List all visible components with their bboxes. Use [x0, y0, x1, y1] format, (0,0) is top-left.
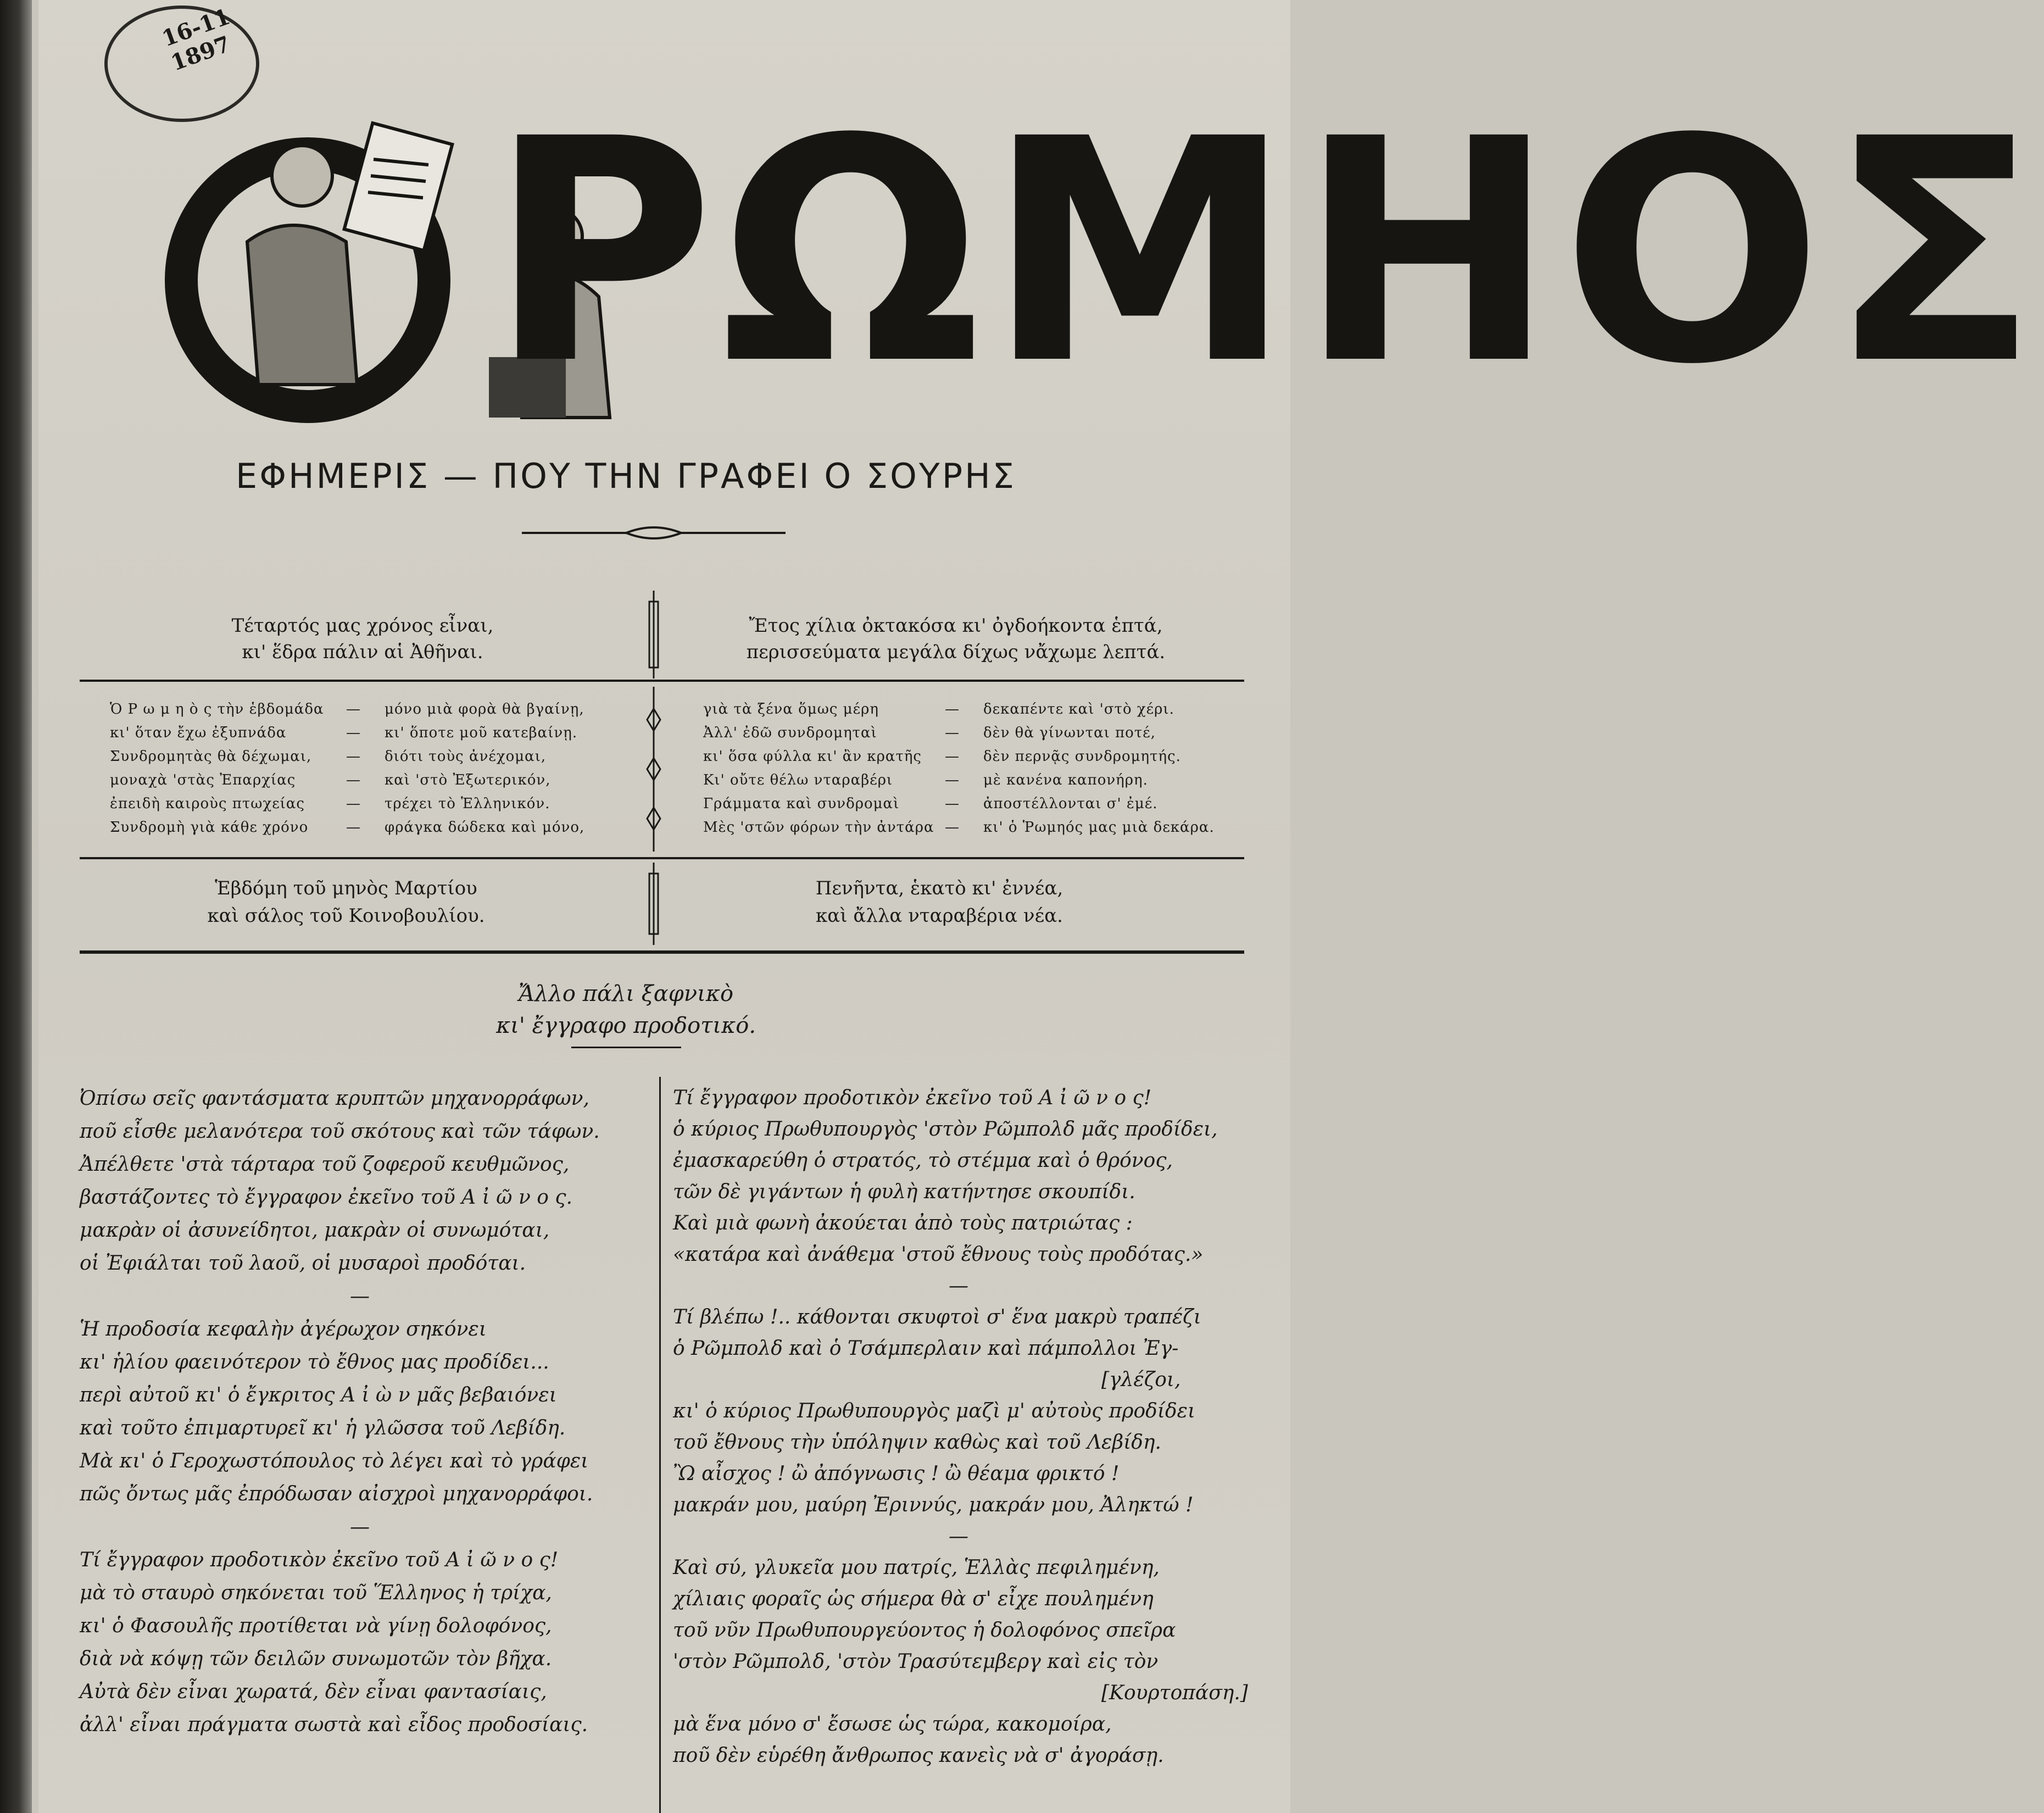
stanza-separator: — [949, 1525, 968, 1548]
info-row: Κι' οὔτε θέλω νταραβέρι — μὲ κανένα καπονήρη. [703, 772, 1148, 788]
stamp-text: 16-11 1897 [158, 3, 234, 76]
verse-line: βαστάζοντες τὸ ἔγγραφον ἐκεῖνο τοῦ Α ἰ ῶ ν ο ς. [80, 1186, 573, 1209]
verse-line: χίλιαις φοραῖς ὡς σήμερα θὰ σ' εἶχε πουλημένη [673, 1588, 1154, 1610]
verse-line: Καὶ σύ, γλυκεῖα μου πατρίς, Ἑλλὰς πεφιλημένη, [673, 1556, 1160, 1579]
headline [0, 978, 1252, 1042]
verse-line: περὶ αὐτοῦ κι' ὁ ἔγκριτος Α ἰ ὼ ν μᾶς βεβαιόνει [80, 1384, 557, 1406]
info-top-right [736, 613, 1176, 665]
info-row: μοναχὰ 'στὰς Ἐπαρχίας — καὶ 'στὸ Ἐξωτερικόν, [110, 772, 551, 788]
verse-line: κι' ὁ Φασουλῆς προτίθεται νὰ γίνῃ δολοφόνος, [80, 1615, 552, 1637]
info-mid-left [110, 698, 615, 839]
verse-line: ποῦ εἶσθε μελανότερα τοῦ σκότους καὶ τῶν τάφων. [80, 1120, 600, 1143]
verse-line: ὁ κύριος Πρωθυπουργὸς 'στὸν Ρῶμπολδ μᾶς προδίδει, [673, 1118, 1218, 1141]
binding-spine [0, 0, 32, 1813]
date-line: καὶ σάλος τοῦ Κοινοβουλίου. [207, 905, 485, 927]
divider-rule-thick [80, 950, 1244, 954]
info-line: Τέταρτός μας χρόνος εἶναι, [231, 615, 494, 637]
verse-line: μὰ τὸ σταυρὸ σηκόνεται τοῦ Ἕλληνος ἡ τρίχα, [80, 1582, 552, 1604]
divider-rule [80, 680, 1244, 682]
date-line: καὶ ἄλλα νταραβέρια νέα. [816, 905, 1063, 927]
headline-line: κι' ἔγγραφο προδοτικό. [495, 1013, 756, 1038]
headline-line: Ἄλλο πάλι ξαφνικὸ [518, 981, 734, 1006]
date-line: Πενῆντα, ἑκατὸ κι' ἐννέα, [815, 877, 1063, 899]
divider-rule [80, 857, 1244, 859]
verse-line: Τί ἔγγραφον προδοτικὸν ἐκεῖνο τοῦ Α ἰ ῶ ν ο ς! [673, 1087, 1152, 1109]
verse-line: Τί ἔγγραφον προδοτικὸν ἐκεῖνο τοῦ Α ἰ ῶ ν ο ς! [80, 1549, 559, 1571]
verse-line: μακρὰν οἱ ἀσυνείδητοι, μακρὰν οἱ συνωμόται, [80, 1219, 550, 1242]
verse-line: Αὐτὰ δὲν εἶναι χωρατά, δὲν εἶναι φαντασίαις, [80, 1681, 547, 1703]
verse-line: Ὢ αἶσχος ! ὢ ἀπόγνωσις ! ὢ θέαμα φρικτό ! [673, 1462, 1120, 1485]
masthead [181, 66, 2044, 432]
info-row: Μὲς 'στῶν φόρων τὴν ἀντάρα — κι' ὁ Ῥωμηός μας μιὰ δεκάρα. [703, 819, 1215, 836]
info-top-left [220, 613, 505, 665]
verse-line: πῶς ὄντως μᾶς ἐπρόδωσαν αἰσχροὶ μηχανορράφοι. [80, 1483, 593, 1505]
info-row: κι' ὅσα φύλλα κι' ἂν κρατῆς — δὲν περνᾷς συνδρομητής. [703, 748, 1181, 765]
verse-line: Ἡ προδοσία κεφαλὴν ἀγέρωχον σηκόνει [80, 1318, 487, 1341]
verse-line: «κατάρα καὶ ἀνάθεμα 'στοῦ ἔθνους τοὺς προδότας.» [673, 1243, 1204, 1266]
issue-date-right [769, 875, 1110, 930]
right-column [673, 1082, 1248, 1771]
verse-line: οἱ Ἐφιάλται τοῦ λαοῦ, οἱ μυσαροὶ προδόται. [80, 1252, 526, 1275]
verse-line: τοῦ ἔθνους τὴν ὑπόληψιν καθὼς καὶ τοῦ Λεβίδη. [673, 1431, 1161, 1454]
verse-line: ἀλλ' εἶναι πράγματα σωστὰ καὶ εἶδος προδοσίαις. [80, 1714, 588, 1736]
info-row: γιὰ τὰ ξένα ὅμως μέρη — δεκαπέντε καὶ 'στὸ χέρι. [703, 701, 1174, 718]
verse-line: τῶν δὲ γιγάντων ἡ φυλὴ κατήντησε σκουπίδι. [673, 1181, 1135, 1203]
verse-line: ὁ Ρῶμπολδ καὶ ὁ Τσάμπερλαιν καὶ πάμπολλοι Ἐγ- [673, 1337, 1179, 1360]
verse-line: τοῦ νῦν Πρωθυπουργεύοντος ἡ δολοφόνος σπεῖρα [673, 1619, 1176, 1642]
stanza-separator: — [949, 1275, 968, 1297]
verse-line: Μὰ κι' ὁ Γεροχωστόπουλος τὸ λέγει καὶ τὸ γράφει [80, 1450, 589, 1472]
verse-line: καὶ τοῦτο ἐπιμαρτυρεῖ κι' ἡ γλῶσσα τοῦ Λεβίδη. [80, 1417, 566, 1439]
headline-ornament [571, 1047, 681, 1054]
subtitle: ΕΦΗΜΕΡΙΣ — ΠΟΥ ΤΗΝ ΓΡΑΦΕΙ Ο ΣΟΥΡΗΣ [236, 456, 1016, 496]
verse-line: ποῦ δὲν εὑρέθη ἄνθρωπος κανεὶς νὰ σ' ἀγοράσῃ. [673, 1744, 1164, 1767]
info-mid-right [703, 698, 1241, 839]
left-column [80, 1082, 640, 1742]
masthead-title: ΡΩΜΗΟΣ [489, 74, 2044, 432]
verse-line: Καὶ μιὰ φωνὴ ἀκούεται ἀπὸ τοὺς πατριώτας : [673, 1212, 1133, 1234]
verse-line: μὰ ἕνα μόνο σ' ἔσωσε ὡς τώρα, κακομοίρα, [673, 1713, 1112, 1736]
vertical-ornament [643, 863, 665, 945]
verse-line: διὰ νὰ κόψῃ τῶν δειλῶν συνωμοτῶν τὸν βῆχα. [80, 1648, 552, 1670]
stanza-separator: — [350, 1516, 370, 1538]
info-row: Συνδρομὴ γιὰ κάθε χρόνο — φράγκα δώδεκα καὶ μόνο, [110, 819, 585, 836]
info-row: Συνδρομητὰς θὰ δέχωμαι, — διότι τοὺς ἀνέχομαι, [110, 748, 547, 765]
info-line: περισσεύματα μεγάλα δίχως νἄχωμε λεπτά. [746, 641, 1166, 663]
date-line: Ἑβδόμη τοῦ μηνὸς Μαρτίου [215, 877, 477, 899]
verse-line: μακράν μου, μαύρη Ἐριννύς, μακράν μου, Ἀληκτώ ! [673, 1494, 1194, 1516]
info-row: κι' ὅταν ἔχω ἐξυπνάδα — κι' ὅποτε μοῦ κατεβαίνῃ. [110, 725, 578, 741]
vertical-ornament [643, 591, 665, 679]
info-row: Ἀλλ' ἐδῶ συνδρομηταὶ — δὲν θὰ γίνωνται ποτέ, [703, 725, 1156, 741]
verse-line: Τί βλέπω !.. κάθονται σκυφτοὶ σ' ἕνα μακρὺ τραπέζι [673, 1306, 1201, 1328]
verse-line-continuation: [Κουρτοπάση.] [1101, 1682, 1248, 1704]
verse-line: κι' ὁ κύριος Πρωθυπουργὸς μαζὶ μ' αὐτοὺς προδίδει [673, 1400, 1196, 1422]
issue-date-left [176, 875, 516, 930]
vertical-ornament [643, 687, 665, 852]
info-row: Ὁ Ρ ω μ η ὸ ς τὴν ἑβδομάδα — μόνο μιὰ φορὰ θὰ βγαίνῃ, [110, 701, 584, 718]
info-line: Ἔτος χίλια ὀκτακόσα κι' ὀγδοήκοντα ἑπτά, [749, 615, 1163, 637]
subtitle-ornament [522, 522, 786, 544]
verse-line: ἐμασκαρεύθη ὁ στρατός, τὸ στέμμα καὶ ὁ θρόνος, [673, 1149, 1173, 1172]
verse-line: κι' ἡλίου φαεινότερον τὸ ἔθνος μας προδίδει... [80, 1351, 549, 1373]
info-row: Γράμματα καὶ συνδρομαὶ — ἀποστέλλονται σ' ἐμέ. [703, 796, 1158, 812]
column-divider [659, 1077, 661, 1813]
verse-line: Ὀπίσω σεῖς φαντάσματα κρυπτῶν μηχανορράφων, [80, 1087, 589, 1110]
verse-line-continuation: [γλέζοι, [1101, 1369, 1181, 1391]
verse-line: 'στὸν Ρῶμπολδ, 'στὸν Τρασύτεμβεργ καὶ εἰς τὸν [673, 1650, 1159, 1673]
verse-line: Ἀπέλθετε 'στὰ τάρταρα τοῦ ζοφεροῦ κευθμῶνος, [80, 1153, 570, 1176]
info-row: ἐπειδὴ καιροὺς πτωχείας — τρέχει τὸ Ἑλληνικόν. [110, 796, 550, 812]
stanza-separator: — [350, 1285, 370, 1308]
info-line: κι' ἕδρα πάλιν αἱ Ἀθῆναι. [242, 641, 483, 663]
